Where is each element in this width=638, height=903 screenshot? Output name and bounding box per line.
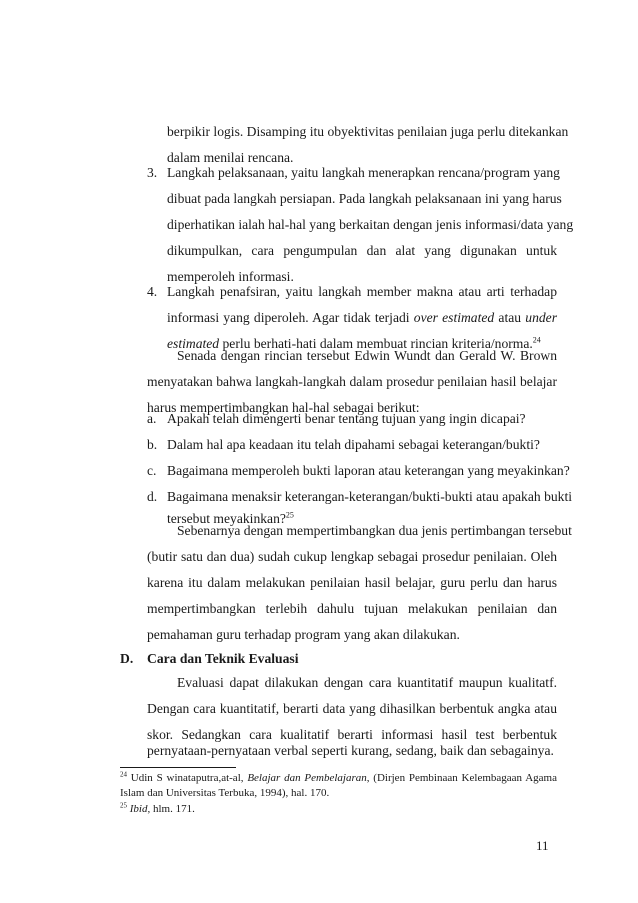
para2-line5: pemahaman guru terhadap program yang akan dilakukan. bbox=[147, 627, 460, 642]
para1-line3: harus mempertimbangkan hal-hal sebagai berikut: bbox=[147, 400, 420, 415]
footnote-24-line2: Islam dan Universitas Terbuka, 1994), hal. 170. bbox=[120, 787, 330, 799]
question-a-text: Apakah telah dimengerti benar tentang tujuan yang ingin dicapai? bbox=[167, 411, 526, 426]
page-number: 11 bbox=[536, 838, 549, 853]
footnote-24-marker: 24 bbox=[120, 770, 127, 779]
para1-line2: menyatakan bahwa langkah-langkah dalam prosedur penilaian hasil belajar bbox=[147, 374, 557, 389]
item2-line2: dalam menilai rencana. bbox=[167, 150, 294, 165]
question-c-letter: c. bbox=[147, 463, 157, 478]
item3-line3: diperhatikan ialah hal-hal yang berkaitan dengan jenis informasi/data yang bbox=[167, 217, 574, 232]
footnote-25-marker: 25 bbox=[120, 801, 127, 810]
para2-line3: karena itu dalam melakukan penilaian hasil belajar, guru perlu dan harus bbox=[147, 575, 557, 590]
item4-line2-emphasis2: under bbox=[525, 310, 557, 325]
item4-line1: Langkah penafsiran, yaitu langkah member makna atau arti terhadap bbox=[167, 284, 557, 299]
item2-line1: berpikir logis. Disamping itu obyektivitas penilaian juga perlu ditekankan bbox=[167, 124, 569, 139]
footnote-24-text2: , (Dirjen Pembinaan Kelembagaan Agama bbox=[366, 772, 557, 784]
para2-line2: (butir satu dan dua) sudah cukup lengkap sebagai prosedur penilaian. Oleh bbox=[147, 549, 557, 564]
question-b-text: Dalam hal apa keadaan itu telah dipahami sebagai keterangan/bukti? bbox=[167, 437, 540, 452]
para3-line1: Evaluasi dapat dilakukan dengan cara kuantitatif maupun kualitatf. bbox=[177, 675, 557, 690]
footnote-25-text: hlm. 171. bbox=[150, 803, 195, 815]
item4-line2-text2: atau bbox=[494, 310, 526, 325]
footnote-25 bbox=[120, 802, 195, 816]
para3-line4: pernyataan-pernyataan verbal seperti kurang, sedang, baik dan sebagainya. bbox=[147, 743, 554, 758]
item3-line4: dikumpulkan, cara pengumpulan dan alat yang digunakan untuk bbox=[167, 243, 557, 258]
footnote-25-ibid: Ibid, bbox=[129, 803, 151, 815]
section-label: D. bbox=[120, 651, 134, 666]
item3-line2: dibuat pada langkah persiapan. Pada langkah pelaksanaan ini yang harus bbox=[167, 191, 562, 206]
item4-line2 bbox=[167, 305, 557, 331]
question-a-letter: a. bbox=[147, 411, 157, 426]
footnote-divider bbox=[120, 767, 236, 768]
item4-line3-text: perlu berhati-hati dalam membuat rincian kriteria/norma. bbox=[219, 336, 533, 351]
item3-line5: memperoleh informasi. bbox=[167, 269, 294, 284]
para2-line4: mempertimbangkan terlebih dahulu tujuan melakukan penilaian dan bbox=[147, 601, 557, 616]
para3-line3: skor. Sedangkan cara kualitatif berarti informasi hasil test berbentuk bbox=[147, 727, 557, 742]
item4-line2-emphasis1: over estimated bbox=[413, 310, 495, 325]
item4-number: 4. bbox=[147, 284, 158, 299]
section-title: Cara dan Teknik Evaluasi bbox=[147, 651, 299, 666]
question-d-text: Bagaimana menaksir keterangan-keterangan/bukti-bukti atau apakah bukti bbox=[167, 489, 573, 504]
item4-line2-text: informasi yang diperoleh. Agar tidak terjadi bbox=[167, 310, 414, 325]
footnote-ref-25: 25 bbox=[285, 510, 294, 520]
item3-number: 3. bbox=[147, 165, 158, 180]
footnote-24-title: Belajar dan Pembelajaran bbox=[247, 772, 367, 784]
question-d-cont-text: tersebut meyakinkan? bbox=[167, 511, 286, 526]
question-b-letter: b. bbox=[147, 437, 158, 452]
footnote-24-text: Udin S winataputra,at-al, bbox=[127, 772, 248, 784]
question-c-text: Bagaimana memperoleh bukti laporan atau keterangan yang meyakinkan? bbox=[167, 463, 570, 478]
question-d-letter: d. bbox=[147, 489, 158, 504]
item4-line3-emphasis: estimated bbox=[167, 336, 220, 351]
footnote-ref-24: 24 bbox=[532, 335, 541, 345]
para3-line2: Dengan cara kuantitatif, berarti data yang dihasilkan berbentuk angka atau bbox=[147, 701, 557, 716]
para2-line1: Sebenarnya dengan mempertimbangkan dua jenis pertimbangan tersebut bbox=[177, 523, 572, 538]
para1-line1: Senada dengan rincian tersebut Edwin Wundt dan Gerald W. Brown bbox=[177, 348, 557, 363]
item3-line1: Langkah pelaksanaan, yaitu langkah menerapkan rencana/program yang bbox=[167, 165, 560, 180]
footnote-24-line1 bbox=[120, 771, 557, 785]
